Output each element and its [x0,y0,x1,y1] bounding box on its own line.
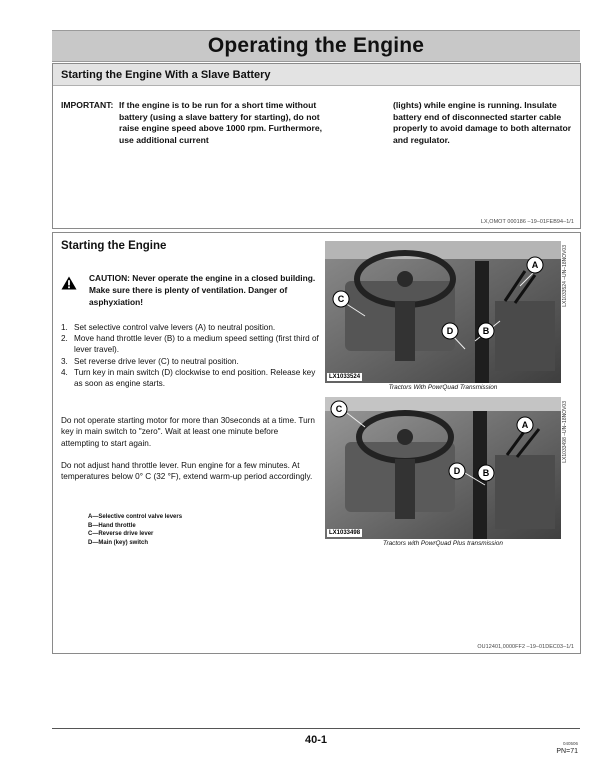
legend-item-a: A—Selective control valve levers [88,514,183,520]
important-label: IMPORTANT: [61,100,114,110]
list-item: 2. Move hand throttle lever (B) to a medium speed setting (first third of lever travel). [61,334,319,355]
photo-side-code: LX1033524 –UN–18NOV03 [562,245,568,307]
caution-text: CAUTION: Never operate the engine in a closed building. Make sure there is plenty of ventilation. Danger of asphyxiation! [89,273,316,307]
tractor-cab-photo-powrquad-plus [325,397,561,539]
photo-id: LX1033524 [329,374,361,380]
legend-item-d: D—Main (key) switch [88,539,149,546]
callout-a: A [521,420,529,430]
photo-id: LX1033498 [329,530,361,536]
callout-c: C [337,294,345,304]
footer-divider [52,728,580,729]
reference-code: LX,OMOT 000186 –19–01FEB94–1/1 [480,219,574,225]
tractor-cab-photo-powrquad [325,241,561,383]
pn-code: PN=71 [556,748,578,755]
starter-warning-paragraph: Do not operate starting motor for more than 30seconds at a time. Turn key in main switch to "zero". Wait at least one minute before attempting to start again. [61,416,315,448]
section-title: Starting the Engine With a Slave Battery [53,64,580,86]
section-title: Starting the Engine [53,233,580,257]
warm-up-paragraph: Do not adjust hand throttle lever. Run engine for a few minutes. At temperatures below 0° C (32 °F), extend warm-up period accordingly. [61,461,313,482]
callout-c: C [335,404,343,414]
list-item: 1. Set selective control valve levers (A) to neutral position. [61,323,276,332]
reference-code: OU12401,0000FF2 –19–01DEC03–1/1 [477,644,574,650]
slave-battery-section [52,63,581,229]
publication-code: 040506 [562,741,578,746]
callout-b: B [482,468,490,478]
photo-side-code: LX1033498 –UN–18NOV03 [562,401,568,463]
list-item: 3. Set reverse drive lever (C) to neutral position. [61,356,239,366]
photo-caption: Tractors with PowrQuad Plus transmission [383,540,503,547]
page-number: 40-1 [304,734,328,746]
list-item: 4. Turn key in main switch (D) clockwise to end position. Release key as soon as engine starts. [61,367,316,389]
callout-b: B [482,326,490,336]
page-header [52,30,580,62]
warning-triangle-icon [61,276,77,290]
important-text-column-1: If the engine is to be run for a short time without battery (using a slave battery for starting), do not raise engine speed above 1000 rpm. Furthermore, use additional current [119,100,322,145]
callout-a: A [531,260,539,270]
steps-list [61,322,319,389]
legend-item-c: C—Reverse drive lever [88,531,154,538]
legend-item-b: B—Hand throttle [88,522,136,529]
legend [88,513,182,547]
callout-d: D [453,466,461,476]
photo-caption: Tractors With PowrQuad Transmission [388,384,498,391]
starting-engine-section [52,232,581,654]
page-title: Operating the Engine [207,34,425,57]
important-text-column-2: (lights) while engine is running. Insulate battery end of disconnected starter cable properly to avoid damage to both alternator and regulator. [393,100,572,145]
callout-d: D [446,326,454,336]
